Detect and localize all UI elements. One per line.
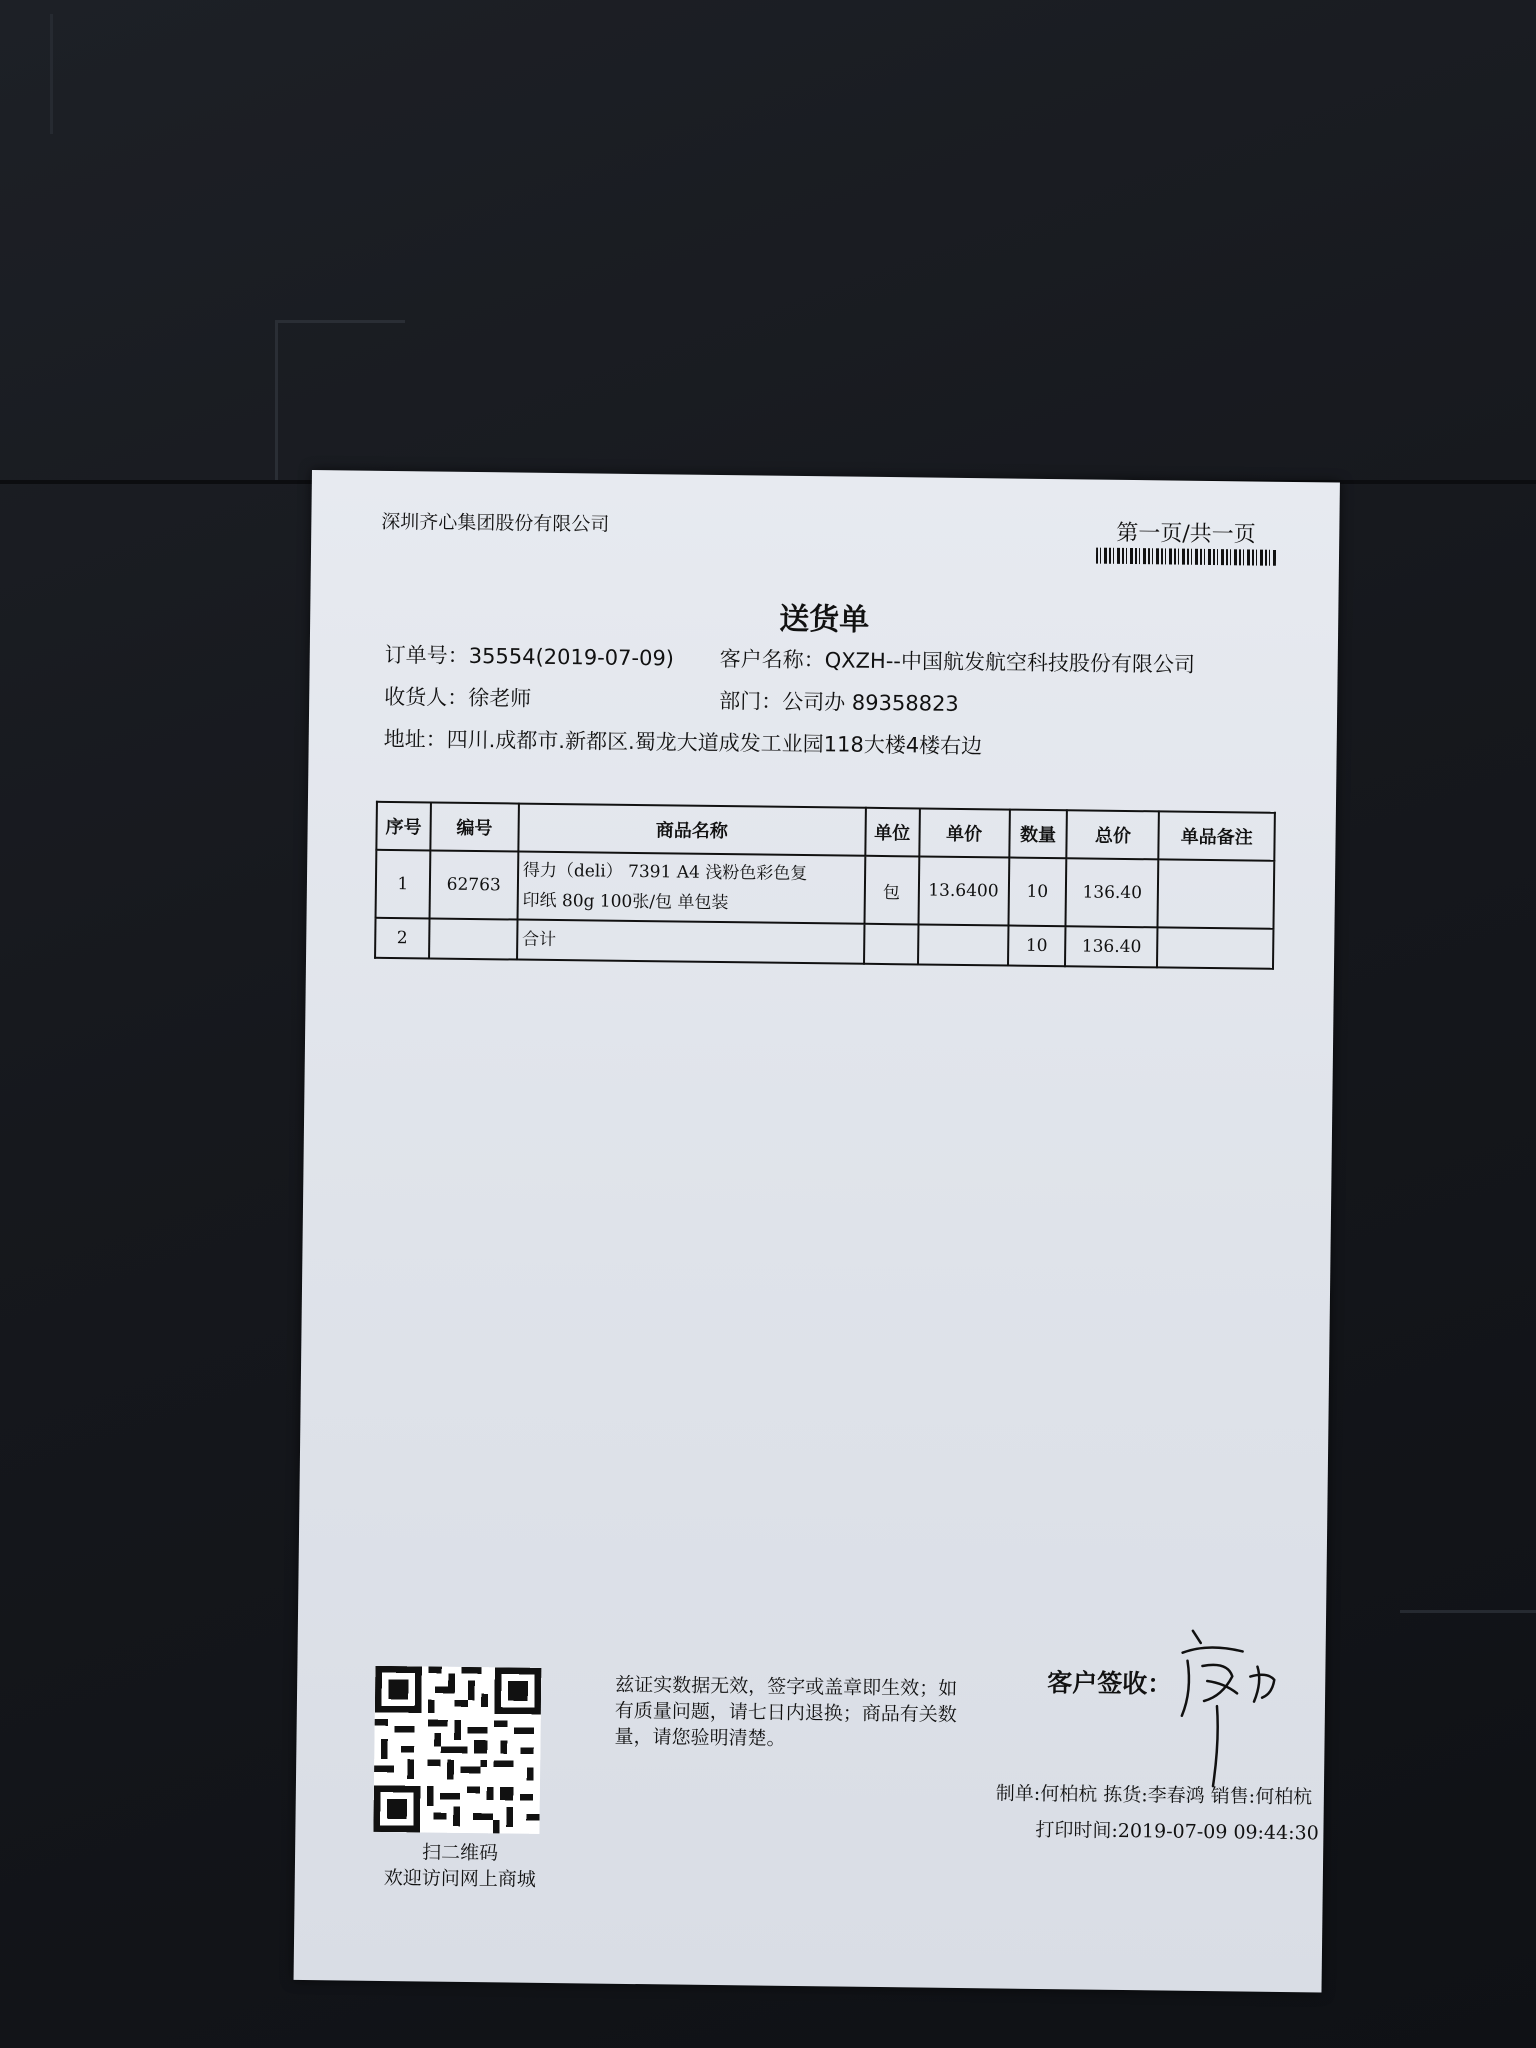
cell-seq: 2 [375, 918, 429, 959]
product-name-line: 印纸 80g 100张/包 单包装 [522, 890, 729, 914]
cell-code [429, 918, 517, 959]
header-unit-price: 单价 [919, 808, 1010, 857]
items-table [374, 801, 1276, 970]
dept-label: 部门： [719, 688, 783, 714]
qr-label-welcome: 欢迎访问网上商城 [383, 1866, 536, 1891]
customer-value: QXZH--中国航发航空科技股份有限公司 [824, 648, 1196, 677]
header-product-name: 商品名称 [518, 804, 865, 856]
cell-quantity: 10 [1008, 858, 1067, 927]
background-edge [275, 320, 278, 480]
receiver [384, 681, 531, 713]
receiver-label: 收货人： [384, 684, 469, 710]
order-number [385, 639, 675, 673]
header-seq: 序号 [376, 802, 430, 851]
order-number-label: 订单号： [384, 642, 469, 668]
staff-line: 制单:何柏杭 拣货:李春鸿 销售:何柏杭 [995, 1782, 1313, 1809]
barcode [1096, 548, 1276, 566]
cell-unit-price [918, 924, 1008, 965]
address [384, 723, 983, 760]
cell-code: 62763 [429, 850, 518, 919]
header-unit: 单位 [865, 808, 919, 857]
cell-product-name: 合计 [517, 920, 864, 964]
cell-seq: 1 [376, 850, 431, 919]
table-row [376, 850, 1275, 929]
receiver-value: 徐老师 [468, 685, 532, 711]
background-edge [275, 320, 405, 323]
background-edge [50, 14, 53, 134]
product-name-line: 得力（deli） 7391 A4 浅粉色彩色复 [522, 860, 808, 885]
cell-quantity: 10 [1008, 926, 1066, 967]
order-number-value: 35554(2019-07-09) [468, 643, 675, 671]
qr-code [373, 1666, 541, 1834]
handwritten-signature [1161, 1620, 1293, 1792]
cell-unit: 包 [864, 856, 919, 925]
cell-total: 136.40 [1066, 858, 1159, 927]
company-name: 深圳齐心集团股份有限公司 [381, 510, 610, 536]
background-edge [1400, 1610, 1536, 1613]
cell-product-name [517, 852, 865, 924]
cell-unit [864, 924, 918, 965]
qr-label-scan: 扫二维码 [421, 1841, 499, 1865]
page-indicator: 第一页/共一页 [1116, 520, 1256, 548]
cell-note [1157, 927, 1273, 968]
address-value: 四川.成都市.新都区.蜀龙大道成发工业园118大楼4楼右边 [446, 727, 983, 759]
cell-total: 136.40 [1065, 926, 1157, 967]
header-code: 编号 [430, 802, 518, 851]
header-quantity: 数量 [1009, 810, 1067, 859]
header-total: 总价 [1067, 810, 1159, 859]
delivery-note-paper [294, 470, 1340, 1992]
address-label: 地址： [383, 726, 447, 752]
cell-unit-price: 13.6400 [918, 856, 1009, 925]
notice-text: 兹证实数据无效，签字或盖章即生效；如有质量问题，请七日内退换；商品有关数量，请您验明清楚。 [614, 1673, 958, 1750]
print-time: 打印时间:2019-07-09 09:44:30 [1035, 1818, 1319, 1845]
dept-value: 公司办 89358823 [782, 689, 959, 716]
customer-sign-label: 客户签收： [1047, 1668, 1173, 1699]
department [719, 685, 959, 718]
customer-label: 客户名称： [719, 646, 825, 673]
header-note: 单品备注 [1159, 811, 1275, 860]
customer-name [720, 643, 1196, 679]
document-title: 送货单 [778, 601, 870, 638]
cell-note [1158, 859, 1275, 928]
